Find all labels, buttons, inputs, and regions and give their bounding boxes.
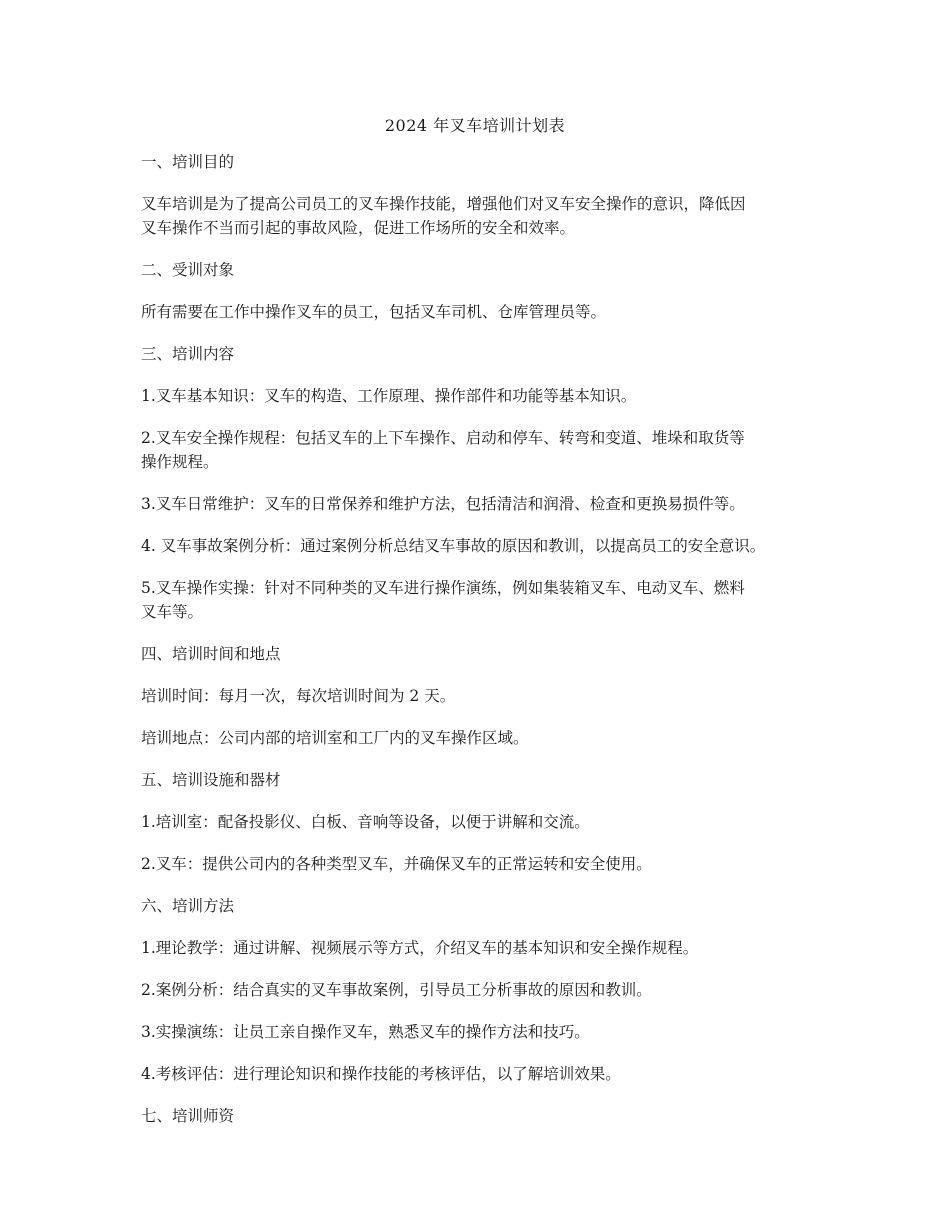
paragraph-line: 叉车操作不当而引起的事故风险，促进工作场所的安全和效率。: [141, 219, 576, 237]
paragraph-purpose: [141, 192, 821, 240]
paragraph-place: 培训地点：公司内部的培训室和工厂内的叉车操作区域。: [141, 729, 529, 747]
section-heading-time: 四、培训时间和地点: [141, 645, 281, 663]
section-heading-teacher: 七、培训师资: [141, 1107, 235, 1125]
section-heading-method: 六、培训方法: [141, 897, 235, 915]
paragraph-audience: 所有需要在工作中操作叉车的员工，包括叉车司机、仓库管理员等。: [141, 303, 607, 321]
section-heading-audience: 二、受训对象: [141, 261, 235, 279]
paragraph-line: 5.叉车操作实操：针对不同种类的叉车进行操作演练，例如集装箱叉车、电动叉车、燃料: [141, 579, 745, 597]
list-item: 2.叉车：提供公司内的各种类型叉车，并确保叉车的正常运转和安全使用。: [141, 855, 652, 873]
list-item: [141, 426, 821, 474]
list-item: 1.叉车基本知识：叉车的构造、工作原理、操作部件和功能等基本知识。: [141, 387, 637, 405]
list-item: 1.培训室：配备投影仪、白板、音响等设备，以便于讲解和交流。: [141, 813, 590, 831]
section-heading-content: 三、培训内容: [141, 345, 235, 363]
list-item: 2.案例分析：结合真实的叉车事故案例，引导员工分析事故的原因和教训。: [141, 981, 652, 999]
paragraph-line: 2.叉车安全操作规程：包括叉车的上下车操作、启动和停车、转弯和变道、堆垛和取货等: [141, 429, 745, 447]
paragraph-time: 培训时间：每月一次，每次培训时间为 2 天。: [141, 687, 456, 705]
paragraph-line: 叉车培训是为了提高公司员工的叉车操作技能，增强他们对叉车安全操作的意识，降低因: [141, 195, 746, 213]
list-item: 1.理论教学：通过讲解、视频展示等方式，介绍叉车的基本知识和安全操作规程。: [141, 939, 699, 957]
list-item: 3.实操演练：让员工亲自操作叉车，熟悉叉车的操作方法和技巧。: [141, 1023, 590, 1041]
list-item: 4.考核评估：进行理论知识和操作技能的考核评估，以了解培训效果。: [141, 1065, 621, 1083]
document-body: [141, 150, 821, 1128]
list-item: 3.叉车日常维护：叉车的日常保养和维护方法，包括清洁和润滑、检查和更换易损件等。: [141, 495, 745, 513]
page-title: 2024 年叉车培训计划表: [384, 116, 566, 135]
list-item: [141, 576, 821, 624]
paragraph-line: 操作规程。: [141, 453, 219, 471]
section-heading-purpose: 一、培训目的: [141, 153, 235, 171]
section-heading-facility: 五、培训设施和器材: [141, 771, 281, 789]
list-item: 4. 叉车事故案例分析：通过案例分析总结叉车事故的原因和教训，以提高员工的安全意识。: [141, 537, 766, 555]
paragraph-line: 叉车等。: [141, 603, 204, 621]
